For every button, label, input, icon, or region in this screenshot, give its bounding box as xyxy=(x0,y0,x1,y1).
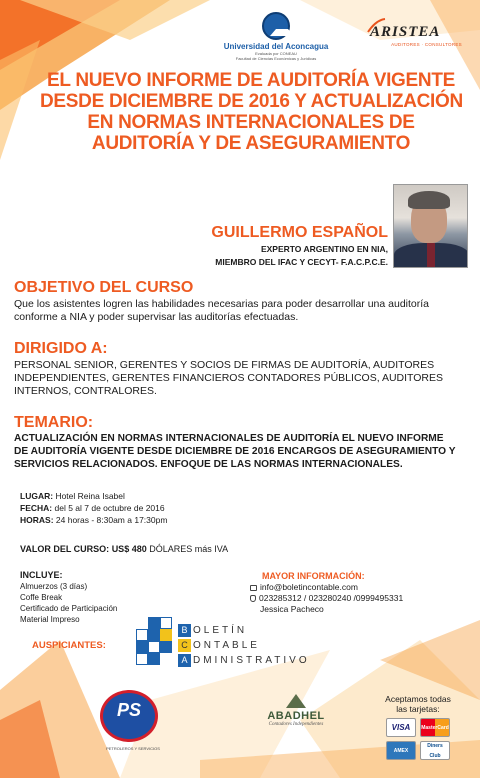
email-icon xyxy=(250,585,257,591)
objetivo-line: conforme a NIA y poder supervisar las auditorías efectuadas. xyxy=(14,311,299,323)
boletin-word-2: ONTABLE xyxy=(193,640,260,651)
boletin-letter-b: B xyxy=(178,624,191,637)
headline-line: AUDITORÍA Y DE ASEGURAMIENTO xyxy=(91,133,411,154)
abadhel-tagline: Contadores Independientes xyxy=(268,722,324,727)
speaker-title-1: EXPERTO ARGENTINO EN NIA, xyxy=(260,244,388,254)
boletin-contable-logo xyxy=(136,617,336,675)
ps-logo xyxy=(100,690,160,751)
boletin-name xyxy=(178,623,310,668)
dirigido-line: PERSONAL SENIOR, GERENTES Y SOCIOS DE FIRMAS DE AUDITORÍA, AUDITORES xyxy=(14,359,435,371)
ps-logo-sub: PETROLEROS Y SERVICIOS xyxy=(106,746,160,751)
list-item: Material Impreso xyxy=(20,615,80,624)
headline-line: EN NORMAS INTERNACIONALES DE xyxy=(87,112,415,133)
includes-heading: INCLUYE: xyxy=(20,570,63,580)
card-row xyxy=(372,741,464,760)
lugar-row xyxy=(20,490,167,502)
abadhel-mark-icon xyxy=(286,694,306,708)
university-seal-icon xyxy=(262,12,290,40)
horas-label: HORAS: xyxy=(20,515,54,525)
fecha-value: del 5 al 7 de octubre de 2016 xyxy=(54,503,165,513)
dirigido-section xyxy=(14,340,466,398)
payment-text-1: Aceptamos todas xyxy=(385,694,451,704)
boletin-word-1: OLETÍN xyxy=(193,625,248,636)
dirigido-line: INTERNOS, CONTRALORES. xyxy=(14,385,157,397)
university-name: Universidad del Aconcagua xyxy=(223,42,329,51)
temario-line: ACTUALIZACIÓN EN NORMAS INTERNACIONALES DE AUDITORÍA EL NUEVO INFORME xyxy=(14,433,444,444)
contact-person: Jessica Pacheco xyxy=(260,604,324,614)
price-label: VALOR DEL CURSO: xyxy=(20,544,110,554)
university-accreditation: Evaluada por CONEAU xyxy=(255,51,297,56)
temario-line: DE AUDITORÍA VIGENTE DESDE DICIEMBRE DE 2016 ENCARGOS DE ASEGURAMIENTO Y xyxy=(14,446,456,457)
temario-line: SERVICIOS RELACIONADOS. ENFOQUE DE LAS NORMAS INTERNACIONALES. xyxy=(14,459,403,470)
price-amount: US$ 480 xyxy=(111,544,147,554)
aristea-logo xyxy=(370,24,466,47)
aristea-swoosh-icon xyxy=(366,18,386,34)
boletin-cube-icon xyxy=(136,617,184,671)
fecha-label: FECHA: xyxy=(20,503,53,513)
abadhel-logo xyxy=(256,694,336,727)
payment-text-2: las tarjetas: xyxy=(396,704,440,714)
contact-phones: 023285312 / 023280240 /0999495331 xyxy=(259,593,404,603)
headline-line: DESDE DICIEMBRE DE 2016 Y ACTUALIZACIÓN xyxy=(40,91,463,112)
university-faculty: Facultad de Ciencias Económicas y Jurídicas xyxy=(235,56,317,61)
dirigido-heading: DIRIGIDO A: xyxy=(14,340,108,357)
temario-section xyxy=(14,414,466,471)
includes-block xyxy=(20,570,117,625)
amex-icon: AMEX xyxy=(386,741,416,760)
boletin-letter-a: A xyxy=(178,654,191,667)
diners-icon: Diners Club xyxy=(420,741,450,760)
speaker-name: GUILLERMO ESPAÑOL xyxy=(211,224,388,241)
card-row xyxy=(372,718,464,737)
payment-block xyxy=(372,694,464,760)
speaker-info xyxy=(211,224,388,268)
phone-icon xyxy=(250,595,256,602)
course-price xyxy=(20,544,228,554)
aristea-name: ARISTEA xyxy=(370,24,441,40)
objetivo-line: Que los asistentes logren las habilidades necesarias para poder desarrollar una auditoría xyxy=(14,298,430,310)
abadhel-name: ABADHEL xyxy=(267,710,325,722)
headline-line: EL NUEVO INFORME DE AUDITORÍA VIGENTE xyxy=(47,70,455,91)
list-item: Almuerzos (3 días) xyxy=(20,582,88,591)
dirigido-line: INDEPENDIENTES, GERENTES FINANCIEROS CONTADORES PÚBLICOS, AUDITORES xyxy=(14,372,444,384)
list-item: Coffe Break xyxy=(20,593,63,602)
contact-email[interactable]: info@boletincontable.com xyxy=(260,582,358,592)
contact-phone-row xyxy=(250,593,403,604)
speaker-photo xyxy=(393,184,468,268)
price-suffix: DÓLARES más IVA xyxy=(149,544,229,554)
objetivo-heading: OBJETIVO DEL CURSO xyxy=(14,279,194,296)
horas-row xyxy=(20,514,167,526)
mastercard-icon: MasterCard xyxy=(420,718,450,737)
lugar-value: Hotel Reina Isabel xyxy=(55,491,125,501)
temario-heading: TEMARIO: xyxy=(14,414,94,431)
contact-block xyxy=(250,571,403,615)
contact-email-row xyxy=(250,582,403,593)
contact-heading: MAYOR INFORMACIÓN: xyxy=(262,571,365,581)
page-title xyxy=(40,70,462,154)
fecha-row xyxy=(20,502,167,514)
horas-value: 24 horas - 8:30am a 17:30pm xyxy=(55,515,168,525)
boletin-letter-c: C xyxy=(178,639,191,652)
university-logo xyxy=(206,12,346,61)
boletin-word-3: DMINISTRATIVO xyxy=(193,655,310,666)
list-item: Certificado de Participación xyxy=(20,604,118,613)
visa-icon: VISA xyxy=(386,718,416,737)
details-block xyxy=(20,490,167,526)
sponsors-heading: AUSPICIANTES: xyxy=(32,640,106,651)
ps-logo-text: PS xyxy=(116,700,141,720)
objetivo-section xyxy=(14,279,466,324)
lugar-label: LUGAR: xyxy=(20,491,54,501)
speaker-title-2: MIEMBRO DEL IFAC Y CECYT- F.A.C.P.C.E. xyxy=(215,257,388,267)
aristea-tagline: AUDITORES · CONSULTORES xyxy=(391,42,462,47)
